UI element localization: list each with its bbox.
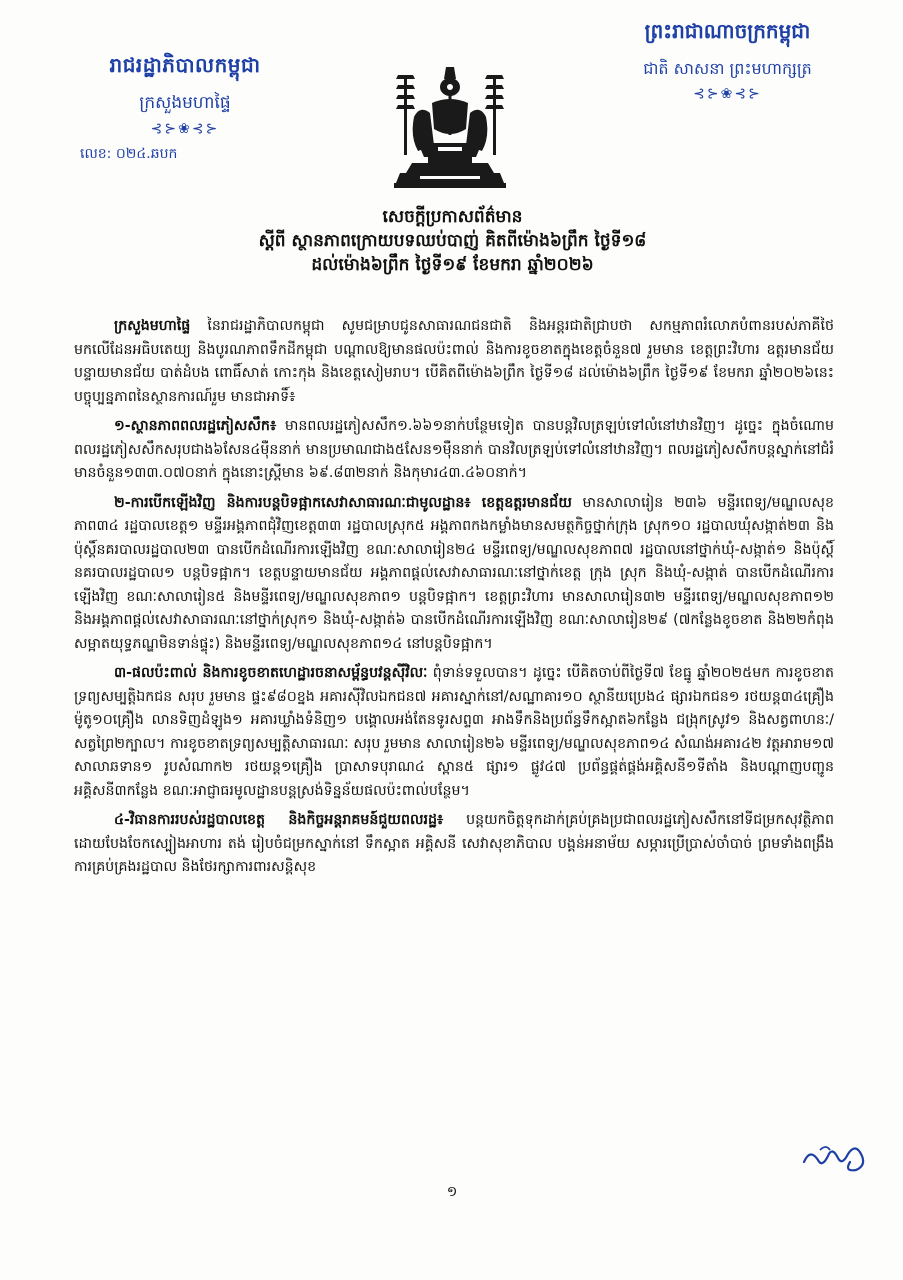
title-line-2: ស្តីពី ស្ថានភាពក្រោយបទឈប់បាញ់ គិតពីម៉ោង៦ព្រឹក ថ្ងៃទី១៨ xyxy=(258,231,647,251)
paragraph-intro xyxy=(74,315,834,409)
paragraph-public-services xyxy=(74,492,834,657)
initials-signature xyxy=(800,1136,870,1176)
paragraph-lead: ៣-ផលប៉ះពាល់ និងការខូចខាតហេដ្ឋារចនាសម្ព័ន្ធបវន្តស៊ីវិលៈ xyxy=(114,665,428,681)
issuer-header xyxy=(75,52,295,162)
page-number: ១ xyxy=(446,1184,458,1200)
paragraph-lead: ២-ការបើកឡើងវិញ និងការបន្តបិទផ្អាកសេវាសាធារណៈជាមូលដ្ឋាន៖ ខេត្តឧត្តរមានជ័យ xyxy=(114,494,572,511)
paragraph-text: បន្តយកចិត្តទុកដាក់គ្រប់គ្រងប្រជាពលរដ្ឋភៀសសឹកនៅទីជម្រកសុវត្ថិភាព ដោយបែងចែកស្បៀងអាហារ តង់ រៀបចំជម្រកស្នាក់នៅ ទឹកស្អាត អគ្គិសនី សេវាសុខាភិបាល បង្គន់អនាម័យ សម្ភារប្រើប្រាស់ចាំបាច់ ព្រមទាំងពង្រឹងការគ្រប់គ្រងរដ្ឋបាល និងថែរក្សាការពារសន្តិសុខ xyxy=(74,812,834,875)
announcement-title xyxy=(220,205,685,277)
paragraph-lead: ៤-វិធានការរបស់រដ្ឋបាលខេត្ត និងកិច្ចអន្តរាគមន៍ជួយពលរដ្ឋ៖ xyxy=(114,812,444,828)
royal-arms-emblem-icon xyxy=(390,65,510,190)
paragraph-lead: ក្រសួងមហាផ្ទៃ xyxy=(114,318,191,334)
kingdom-header xyxy=(605,18,850,102)
paragraph-text: មានពលរដ្ឋភៀសសឹក១.៦៦១នាក់បន្ថែមទៀត បានបន្តវិលត្រឡប់ទៅលំនៅឋានវិញ។ ដូច្នេះ ក្នុងចំណោមពលរដ្ឋភៀសសឹកសរុបជាង៦សែន៤ម៉ឺននាក់ មានប្រមាណជាង៥សែន១ម៉ឺននាក់ បានវិលត្រឡប់ទៅលំនៅឋានវិញ។ ពលរដ្ឋភៀសសឹកបន្តស្នាក់នៅជំរំមានចំនួន១៣៣.០៧០នាក់ ក្នុងនោះស្ត្រីមាន ៦៩.៨៣២នាក់ និងកុមារ៤៣.៤៦០នាក់។ xyxy=(74,418,834,481)
ornament-divider: ⊰⊱❀⊰⊱ xyxy=(150,121,220,137)
paragraph-text: មានសាលារៀន ២៣៦ មន្ទីរពេទ្យ/មណ្ឌលសុខភាព៣៤ រដ្ឋបាលខេត្ត១ មន្ទីរអង្គភាពជុំវិញខេត្ត៣៣ រដ្ឋបាលស្រុក៥ អង្គភាពកងកម្លាំងមានសមត្ថកិច្ចថ្នាក់ក្រុង ស្រុក១០ រដ្ឋបាលឃុំសង្កាត់២៣ និងប៉ុស្តិ៍នគរបាលរដ្ឋបាល២៣ បានបើកដំណើរការឡើងវិញ ខណៈសាលារៀន២៤ មន្ទីរពេទ្យ/មណ្ឌលសុខភាព៧ រដ្ឋបាលនៅថ្នាក់ឃុំ-សង្កាត់១ និងប៉ុស្តិ៍នគរបាលរដ្ឋបាល១ បន្តបិទផ្អាក។ ខេត្តបន្ទាយមានជ័យ អង្គភាពផ្តល់សេវាសាធារណៈនៅថ្នាក់ខេត្ត ក្រុង ស្រុក និងឃុំ-សង្កាត់ បានបើកដំណើរការឡើងវិញ ខណៈសាលារៀន៥ និងមន្ទីរពេទ្យ/មណ្ឌលសុខភាព១ បន្តបិទផ្អាក។ ខេត្តព្រះវិហារ មានសាលារៀន៣២ មន្ទីរពេទ្យ/មណ្ឌលសុខភាព១២ និងអង្គភាពផ្តល់សេវាសាធារណៈនៅថ្នាក់ស្រុក១ និងឃុំ-សង្កាត់៦ បានបើកដំណើរការឡើងវិញ ខណៈសាលារៀន២៩ (៧កន្លែងខូចខាត និង២២កំពុងសម្អាតយុទ្ធភណ្ឌមិនទាន់ផ្ទុះ) និងមន្ទីរពេទ្យ/មណ្ឌលសុខភាព១៤ នៅបន្តបិទផ្អាក។ xyxy=(74,494,834,652)
announcement-body xyxy=(74,315,834,886)
paragraph-lead: ១-ស្ថានភាពពលរដ្ឋភៀសសឹក៖ xyxy=(114,418,277,434)
ministry-name: ក្រសួងមហាផ្ទៃ xyxy=(139,93,231,113)
title-line-1: សេចក្តីប្រកាសព័ត៌មាន xyxy=(382,207,523,227)
national-motto: ជាតិ សាសនា ព្រះមហាក្សត្រ xyxy=(643,59,812,78)
ornament-divider: ⊰⊱❀⊰⊱ xyxy=(693,86,762,102)
title-line-3: ដល់ម៉ោង៦ព្រឹក ថ្ងៃទី១៩ ខែមករា ឆ្នាំ២០២៦ xyxy=(311,255,594,275)
reference-number: លេខ: ០២៤.ឆបក xyxy=(80,146,178,162)
paragraph-refugees xyxy=(74,415,834,486)
government-name: រាជរដ្ឋាភិបាលកម្ពុជា xyxy=(109,53,261,77)
paragraph-measures xyxy=(74,809,834,880)
paragraph-damage xyxy=(74,662,834,803)
kingdom-name: ព្រះរាជាណាចក្រកម្ពុជា xyxy=(644,19,811,43)
paragraph-text: នៃរាជរដ្ឋាភិបាលកម្ពុជា សូមជម្រាបជូនសាធារណជនជាតិ និងអន្តរជាតិជ្រាបថា សកម្មភាពរំលោភបំពានរបស់ភាគីថៃ មកលើដែនអធិបតេយ្យ និងបូរណភាពទឹកដីកម្ពុជា បណ្តាលឱ្យមានផលប៉ះពាល់ និងការខូចខាតក្នុងខេត្តចំនួន៧ រួមមាន ខេត្តព្រះវិហារ ឧត្តរមានជ័យ បន្ទាយមានជ័យ បាត់ដំបង ពោធិ៍សាត់ កោះកុង និងខេត្តសៀមរាប។ បើគិតពីម៉ោង៦ព្រឹក ថ្ងៃទី១៨ ដល់ម៉ោង៦ព្រឹក ថ្ងៃទី១៩ ខែមករា ឆ្នាំ២០២៦នេះ បច្ចុប្បន្នភាពនៃស្ថានការណ៍រួម មានជាអាទិ៍៖ xyxy=(74,318,834,405)
paragraph-text: ពុំទាន់ទទួលបាន។ ដូច្នេះ បើគិតចាប់ពីថ្ងៃទី៧ ខែធ្នូ ឆ្នាំ២០២៥មក ការខូចខាតទ្រព្យសម្បត្តិឯកជន សរុប រួមមាន ផ្ទះ៩៨០ខ្នង អគារស៊ីវិលឯកជន៧ អគារស្នាក់នៅ/សណ្ឋាគារ១០ ស្ថានីយប្រេង៤ ផ្សារឯកជន១ រថយន្ត៣៤គ្រឿង ម៉ូតូ១០គ្រឿង លានទិញដំឡូង១ អគារឃ្លាំងទំនិញ១ បង្គោលអង់តែនទូរសព្ទ៣ អាងទឹកនិងប្រព័ន្ធទឹកស្អាត៦កន្លែង ជង្រុកស្រូវ១ និងសត្វពាហនៈ/សត្វព្រៃ២ក្បាល។ ការខូចខាតទ្រព្យសម្បត្តិសាធារណៈ សរុប រួមមាន សាលារៀន២៦ មន្ទីរពេទ្យ/មណ្ឌលសុខភាព១៤ សំណង់អគារ៤២ វត្តអារាម១៧ សាលាឆទាន១ រូបសំណាក២ រថយន្ត១គ្រឿង ប្រាសាទបុរាណ៤ ស្ពាន៥ ផ្សារ១ ផ្លូវ៤៧ ប្រព័ន្ធផ្គត់ផ្គង់អគ្គិសនី១ទីតាំង និងបណ្តាញបញ្ជូនអគ្គិសនី៣កន្លែង ខណៈអាជ្ញាធរមូលដ្ឋានបន្តស្រង់ទិន្នន័យផលប៉ះពាល់បន្ថែម។ xyxy=(74,665,834,799)
